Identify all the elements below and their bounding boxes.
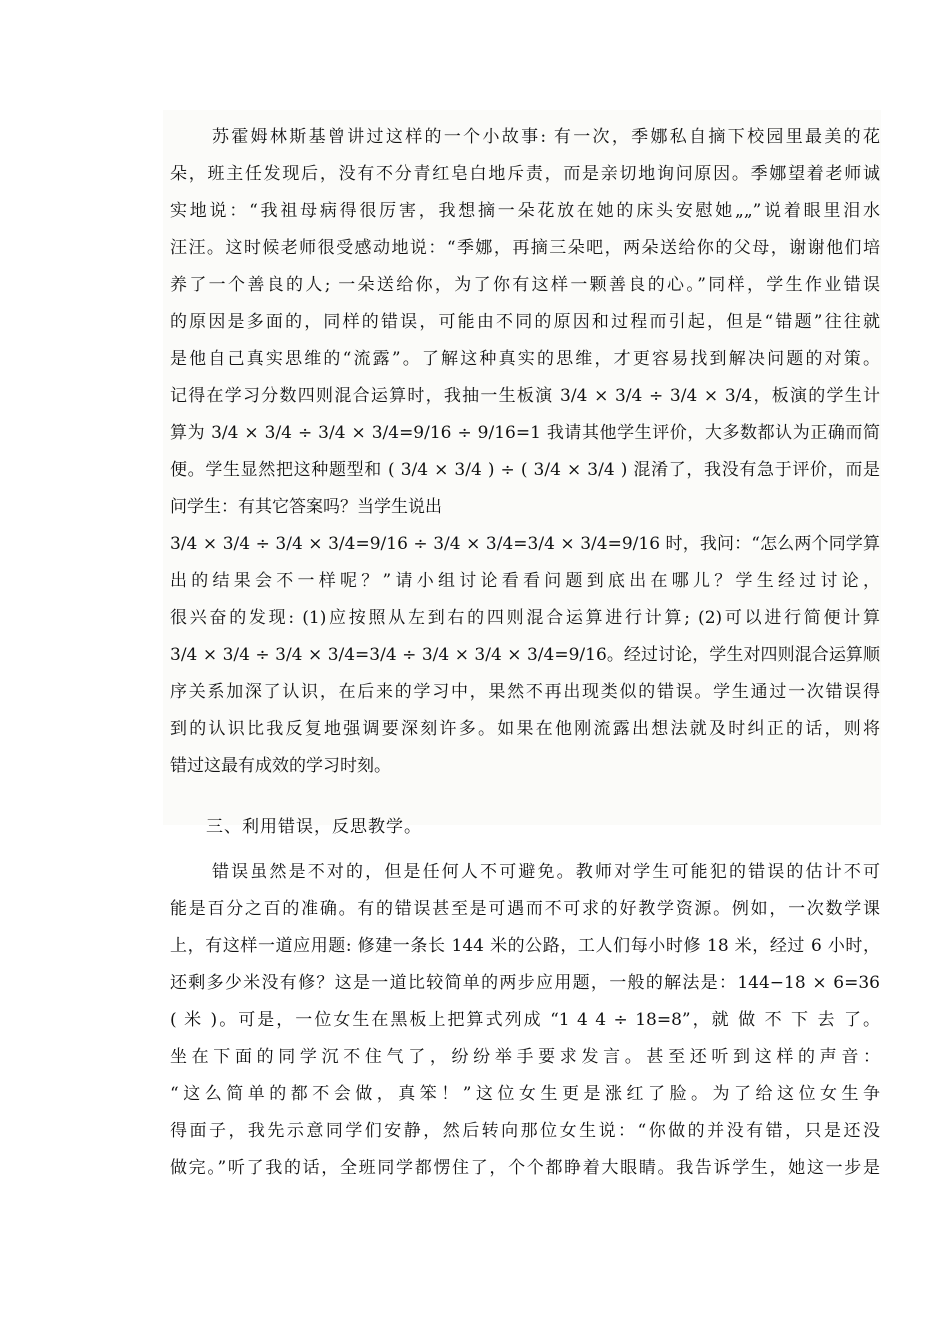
paragraph-line: 的原因是多面的，同样的错误，可能由不同的原因和过程而引起，但是“错题”往往就 xyxy=(170,312,880,332)
paragraph-line: ( 米 )。可是，一位女生在黑板上把算式列成 “1 4 4 ÷ 18=8”，就 做 不 下 去 了。 xyxy=(170,1010,880,1030)
paragraph-line: 苏霍姆林斯基曾讲过这样的一个小故事: 有一次，季娜私自摘下校园里最美的花 xyxy=(212,127,880,147)
paragraph-line: 错过这最有成效的学习时刻。 xyxy=(170,756,391,776)
paragraph-line: 是他自己真实思维的“流露”。了解这种真实的思维，才更容易找到解决问题的对策。 xyxy=(170,349,880,369)
paragraph-line: 算为 3/4 × 3/4 ÷ 3/4 × 3/4=9/16 ÷ 9/16=1 我请其他学生评价，大多数都认为正确而简 xyxy=(170,423,880,443)
paragraph-line: 得面子，我先示意同学们安静，然后转向那位女生说：“你做的并没有错，只是还没 xyxy=(170,1121,880,1141)
paragraph-line: 能是百分之百的准确。有的错误甚至是可遇而不可求的好教学资源。例如，一次数学课 xyxy=(170,899,880,919)
paragraph-line: 上，有这样一道应用题: 修建一条长 144 米的公路，工人们每小时修 18 米，经过 6 小时， xyxy=(170,936,880,956)
paragraph-line: 序关系加深了认识，在后来的学习中，果然不再出现类似的错误。学生通过一次错误得 xyxy=(170,682,880,702)
paragraph-line: 实地说：“我祖母病得很厉害，我想摘一朵花放在她的床头安慰她„„”说着眼里泪水 xyxy=(170,201,880,221)
paragraph-errors xyxy=(163,848,881,1228)
paragraph-story xyxy=(163,110,881,825)
paragraph-line: 错误虽然是不对的，但是任何人不可避免。教师对学生可能犯的错误的估计不可 xyxy=(212,862,880,882)
paragraph-line: 3/4 × 3/4 ÷ 3/4 × 3/4=9/16 ÷ 3/4 × 3/4=3/4 × 3/4=9/16 时，我问：“怎么两个同学算 xyxy=(170,534,880,554)
paragraph-line: 汪汪。这时候老师很受感动地说：“季娜，再摘三朵吧，两朵送给你的父母，谢谢他们培 xyxy=(170,238,880,258)
paragraph-line: 朵，班主任发现后，没有不分青红皂白地斥责，而是亲切地询问原因。季娜望着老师诚 xyxy=(170,164,880,184)
paragraph-line: “这么简单的都不会做，真笨！”这位女生更是涨红了脸。为了给这位女生争 xyxy=(170,1084,880,1104)
paragraph-line: 便。学生显然把这种题型和 ( 3/4 × 3/4 ) ÷ ( 3/4 × 3/4 ) 混淆了，我没有急于评价，而是 xyxy=(170,460,880,480)
paragraph-line: 到的认识比我反复地强调要深刻许多。如果在他刚流露出想法就及时纠正的话，则将 xyxy=(170,719,880,739)
paragraph-line: 3/4 × 3/4 ÷ 3/4 × 3/4=3/4 ÷ 3/4 × 3/4 × 3/4=9/16。经过讨论，学生对四则混合运算顺 xyxy=(170,645,880,665)
paragraph-line: 问学生：有其它答案吗？当学生说出 xyxy=(170,497,442,517)
paragraph-line: 坐在下面的同学沉不住气了，纷纷举手要求发言。甚至还听到这样的声音： xyxy=(170,1047,880,1067)
paragraph-line: 出的结果会不一样呢？”请小组讨论看看问题到底出在哪儿？学生经过讨论， xyxy=(170,571,880,591)
paragraph-line: 还剩多少米没有修？这是一道比较简单的两步应用题，一般的解法是：144−18 × 6=36 xyxy=(170,973,880,993)
section-heading: 三、利用错误，反思教学。 xyxy=(206,817,422,837)
paragraph-line: 很兴奋的发现: (1)应按照从左到右的四则混合运算进行计算; (2)可以进行简便计算 xyxy=(170,608,880,628)
paragraph-line: 记得在学习分数四则混合运算时，我抽一生板演 3/4 × 3/4 ÷ 3/4 × 3/4，板演的学生计 xyxy=(170,386,880,406)
paragraph-line: 养了一个善良的人; 一朵送给你，为了你有这样一颗善良的心。”同样，学生作业错误 xyxy=(170,275,880,295)
paragraph-line: 做完。”听了我的话，全班同学都愣住了，个个都睁着大眼睛。我告诉学生，她这一步是 xyxy=(170,1158,880,1178)
